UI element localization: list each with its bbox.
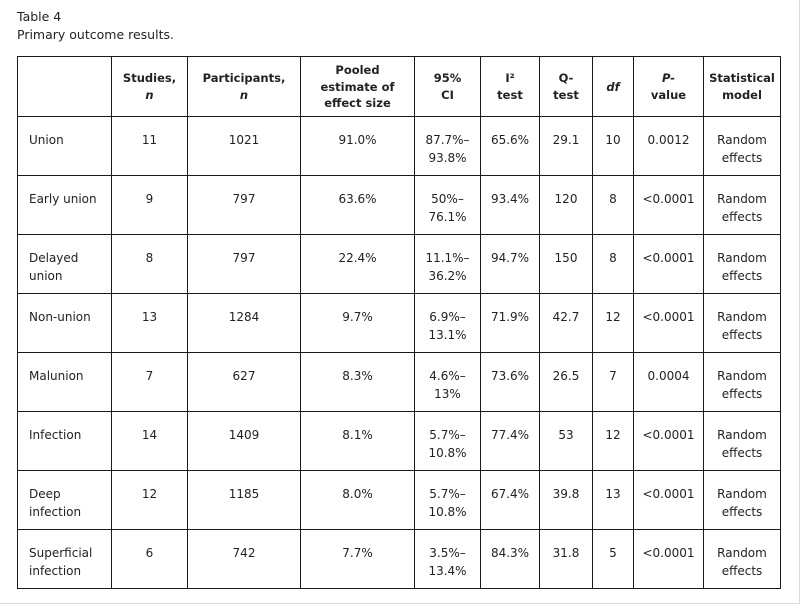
- cell-pooled: 9.7%: [301, 293, 415, 352]
- cell-model-line: Random: [717, 191, 767, 206]
- cell-participants: 1021: [188, 116, 301, 175]
- cell-model: [704, 529, 781, 588]
- table-label: Table 4: [17, 9, 62, 24]
- cell-model-line: effects: [721, 209, 763, 224]
- cell-p: <0.0001: [634, 175, 704, 234]
- cell-model-line: effects: [721, 563, 763, 578]
- cell-q: 31.8: [540, 529, 593, 588]
- cell-df: 12: [593, 411, 634, 470]
- cell-studies: 6: [112, 529, 188, 588]
- cell-model-line: effects: [721, 445, 763, 460]
- cell-ci-line: 11.1%–: [425, 250, 470, 265]
- cell-pooled: 8.3%: [301, 352, 415, 411]
- cell-outcome: Infection: [18, 411, 112, 470]
- table-caption: [17, 8, 174, 44]
- cell-model-line: Random: [717, 486, 767, 501]
- column-header-line: n: [145, 87, 154, 102]
- cell-ci: [415, 116, 481, 175]
- column-header-line: 95%: [433, 71, 462, 86]
- cell-ci-line: 13%: [434, 386, 461, 401]
- cell-ci-line: 13.1%: [428, 327, 467, 342]
- cell-studies: 11: [112, 116, 188, 175]
- cell-participants: 1409: [188, 411, 301, 470]
- cell-ci-line: 6.9%–: [429, 309, 466, 324]
- table-row: [18, 529, 781, 588]
- column-header-p: [634, 57, 704, 117]
- column-header-line: estimate of: [320, 79, 395, 94]
- cell-i2: 94.7%: [481, 234, 540, 293]
- cell-participants: 797: [188, 175, 301, 234]
- cell-studies: 14: [112, 411, 188, 470]
- cell-outcome: Deep infection: [18, 470, 112, 529]
- cell-model: [704, 234, 781, 293]
- cell-ci: [415, 411, 481, 470]
- cell-model-line: Random: [717, 545, 767, 560]
- cell-outcome: Malunion: [18, 352, 112, 411]
- cell-p: 0.0012: [634, 116, 704, 175]
- cell-model-line: effects: [721, 150, 763, 165]
- column-header-line: Q-: [558, 71, 574, 86]
- cell-ci: [415, 470, 481, 529]
- cell-outcome: Delayed union: [18, 234, 112, 293]
- cell-ci-line: 36.2%: [428, 268, 467, 283]
- column-header-line: value: [650, 87, 687, 102]
- cell-q: 42.7: [540, 293, 593, 352]
- header-row: [18, 57, 781, 117]
- cell-ci: [415, 175, 481, 234]
- column-header-q: [540, 57, 593, 117]
- cell-ci-line: 87.7%–: [425, 132, 470, 147]
- cell-pooled: 8.1%: [301, 411, 415, 470]
- cell-q: 150: [540, 234, 593, 293]
- table-row: [18, 411, 781, 470]
- cell-participants: 627: [188, 352, 301, 411]
- cell-outcome: Superficial infection: [18, 529, 112, 588]
- cell-model: [704, 175, 781, 234]
- cell-participants: 742: [188, 529, 301, 588]
- column-header-line: I²: [505, 71, 515, 86]
- cell-model-line: Random: [717, 309, 767, 324]
- cell-participants: 1284: [188, 293, 301, 352]
- cell-ci: [415, 293, 481, 352]
- table-row: [18, 234, 781, 293]
- column-header-line: P-: [662, 71, 675, 86]
- column-header-line: Studies,: [122, 71, 177, 86]
- column-header-line: model: [722, 87, 762, 102]
- cell-model-line: Random: [717, 427, 767, 442]
- cell-q: 120: [540, 175, 593, 234]
- cell-i2: 84.3%: [481, 529, 540, 588]
- cell-participants: 797: [188, 234, 301, 293]
- cell-df: 10: [593, 116, 634, 175]
- cell-ci-line: 5.7%–: [429, 486, 466, 501]
- column-header-i2: [481, 57, 540, 117]
- cell-model-line: Random: [717, 368, 767, 383]
- cell-ci-line: 4.6%–: [429, 368, 466, 383]
- cell-pooled: 22.4%: [301, 234, 415, 293]
- cell-p: <0.0001: [634, 529, 704, 588]
- table-row: [18, 293, 781, 352]
- column-header-line: Participants,: [202, 71, 286, 86]
- column-header-line: test: [497, 87, 523, 102]
- cell-ci-line: 50%–: [431, 191, 464, 206]
- table-body: [18, 116, 781, 588]
- cell-model: [704, 116, 781, 175]
- cell-studies: 9: [112, 175, 188, 234]
- cell-p: <0.0001: [634, 411, 704, 470]
- table-row: [18, 470, 781, 529]
- cell-ci-line: 5.7%–: [429, 427, 466, 442]
- cell-q: 29.1: [540, 116, 593, 175]
- cell-i2: 67.4%: [481, 470, 540, 529]
- cell-ci: [415, 529, 481, 588]
- cell-i2: 77.4%: [481, 411, 540, 470]
- column-header-pooled: [301, 57, 415, 117]
- cell-ci-line: 10.8%: [428, 504, 467, 519]
- cell-q: 53: [540, 411, 593, 470]
- cell-model: [704, 352, 781, 411]
- cell-outcome: Non-union: [18, 293, 112, 352]
- cell-ci-line: 3.5%–: [429, 545, 466, 560]
- cell-pooled: 91.0%: [301, 116, 415, 175]
- column-header-line: effect size: [324, 96, 391, 110]
- cell-p: 0.0004: [634, 352, 704, 411]
- cell-model: [704, 411, 781, 470]
- cell-pooled: 63.6%: [301, 175, 415, 234]
- cell-studies: 13: [112, 293, 188, 352]
- cell-studies: 8: [112, 234, 188, 293]
- cell-q: 26.5: [540, 352, 593, 411]
- cell-df: 5: [593, 529, 634, 588]
- cell-ci: [415, 234, 481, 293]
- table-title: Primary outcome results.: [17, 27, 174, 42]
- cell-i2: 71.9%: [481, 293, 540, 352]
- cell-model-line: effects: [721, 504, 763, 519]
- cell-df: 13: [593, 470, 634, 529]
- cell-q: 39.8: [540, 470, 593, 529]
- cell-participants: 1185: [188, 470, 301, 529]
- column-header-participants: [188, 57, 301, 117]
- column-header-studies: [112, 57, 188, 117]
- column-header-line: Statistical: [709, 71, 775, 86]
- cell-df: 8: [593, 234, 634, 293]
- column-header-line: CI: [441, 87, 454, 102]
- cell-ci: [415, 352, 481, 411]
- cell-model: [704, 470, 781, 529]
- cell-model: [704, 293, 781, 352]
- cell-model-line: Random: [717, 132, 767, 147]
- cell-pooled: 7.7%: [301, 529, 415, 588]
- column-header-model: [704, 57, 781, 117]
- cell-model-line: Random: [717, 250, 767, 265]
- column-header-line: n: [239, 87, 249, 102]
- cell-p: <0.0001: [634, 293, 704, 352]
- cell-studies: 12: [112, 470, 188, 529]
- cell-pooled: 8.0%: [301, 470, 415, 529]
- cell-ci-line: 76.1%: [428, 209, 467, 224]
- cell-outcome: Early union: [18, 175, 112, 234]
- cell-p: <0.0001: [634, 234, 704, 293]
- cell-i2: 65.6%: [481, 116, 540, 175]
- cell-ci-line: 13.4%: [428, 563, 467, 578]
- cell-outcome: Union: [18, 116, 112, 175]
- table-row: [18, 116, 781, 175]
- cell-model-line: effects: [721, 386, 763, 401]
- table-row: [18, 352, 781, 411]
- cell-model-line: effects: [721, 268, 763, 283]
- cell-i2: 93.4%: [481, 175, 540, 234]
- column-header-df: [593, 57, 634, 117]
- cell-ci-line: 10.8%: [428, 445, 467, 460]
- column-header-line: df: [606, 79, 620, 94]
- cell-model-line: effects: [721, 327, 763, 342]
- cell-df: 7: [593, 352, 634, 411]
- column-header-line: Pooled: [335, 63, 380, 77]
- cell-p: <0.0001: [634, 470, 704, 529]
- column-header-line: test: [553, 87, 579, 102]
- cell-i2: 73.6%: [481, 352, 540, 411]
- cell-ci-line: 93.8%: [428, 150, 467, 165]
- table-row: [18, 175, 781, 234]
- cell-df: 8: [593, 175, 634, 234]
- cell-studies: 7: [112, 352, 188, 411]
- column-header-ci: [415, 57, 481, 117]
- column-header-outcome: [18, 57, 112, 117]
- outcome-table: [17, 56, 781, 589]
- cell-df: 12: [593, 293, 634, 352]
